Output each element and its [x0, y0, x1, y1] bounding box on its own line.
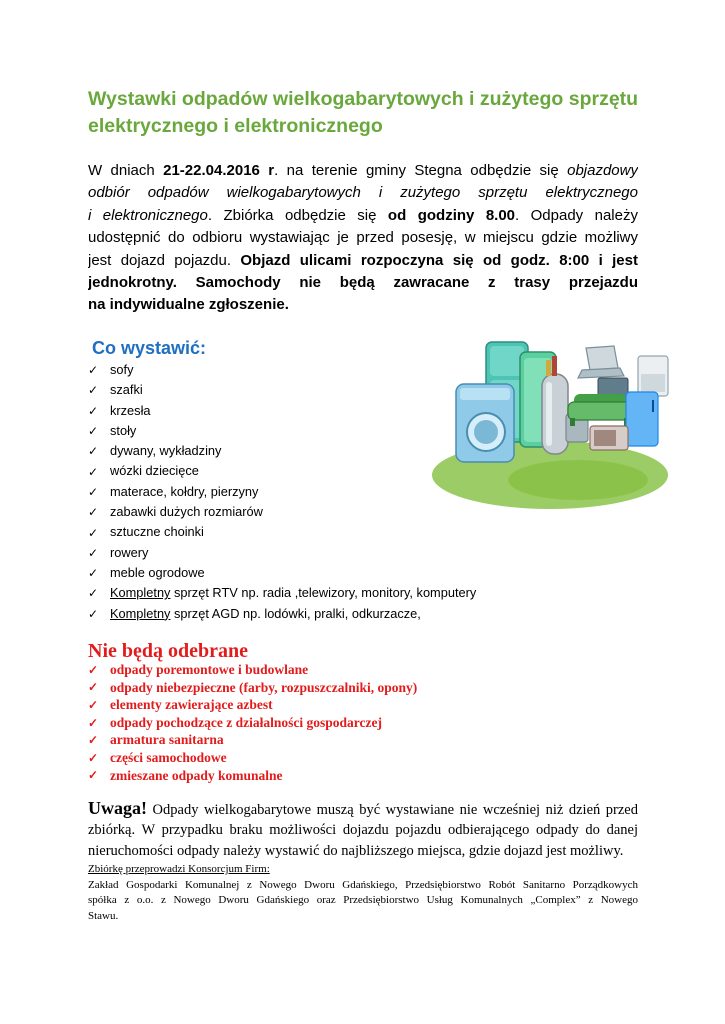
checkmark-icon: ✓	[88, 750, 99, 765]
checkmark-icon: ✓	[88, 444, 99, 459]
list-item: ✓ części samochodowe	[88, 749, 227, 765]
list-item-rtv: ✓ Kompletny sprzęt RTV np. radia ,telewizory, monitory, komputery	[88, 585, 477, 601]
checkmark-icon: ✓	[88, 715, 99, 730]
list-item: ✓ krzesła	[88, 402, 151, 418]
intro-line: odbiór odpadów wielkogabarytowych i zużytego sprzętu elektrycznego	[88, 184, 638, 202]
checkmark-icon: ✓	[88, 768, 99, 783]
intro-paragraph	[88, 160, 638, 317]
checkmark-icon: ✓	[88, 566, 99, 581]
list-item-agd: ✓ Kompletny sprzęt AGD np. lodówki, pralki, odkurzacze,	[88, 605, 421, 621]
warning-line: Uwaga! Odpady wielkogabarytowe muszą być wystawiane nie wcześniej niż dzień przed	[88, 798, 638, 818]
checkmark-icon: ✓	[88, 363, 99, 378]
checkmark-icon: ✓	[88, 606, 99, 621]
appliances-illustration	[428, 330, 678, 512]
footer-line: Stawu.	[88, 909, 119, 922]
list-item: ✓ zmieszane odpady komunalne	[88, 767, 283, 783]
footer-note	[88, 862, 638, 924]
checkmark-icon: ✓	[88, 424, 99, 439]
warning-paragraph	[88, 798, 638, 861]
list-item: ✓ odpady pochodzące z działalności gospodarczej	[88, 714, 383, 730]
intro-line: jednokrotny. Samochody nie będą zawracane z trasy przejazdu	[88, 274, 638, 292]
checkmark-icon: ✓	[88, 403, 99, 418]
checkmark-icon: ✓	[88, 733, 99, 748]
intro-line: na indywidualne zgłoszenie.	[88, 296, 289, 314]
intro-line: i elektronicznego. Zbiórka odbędzie się od godziny 8.00. Odpady należy	[88, 206, 638, 224]
list-item: ✓ elementy zawierające azbest	[88, 697, 273, 713]
checkmark-icon: ✓	[88, 545, 99, 560]
section-heading-nie-beda-odebrane: Nie będą odebrane	[88, 640, 248, 662]
list-item: ✓ rowery	[88, 544, 149, 560]
intro-line: W dniach 21-22.04.2016 r. na terenie gminy Stegna odbędzie się objazdowy	[88, 162, 638, 179]
rejected-items-list	[88, 661, 568, 784]
warning-line: nieruchomości odpady należy wystawić do najbliższego miejsca, gdzie dojazd jest możliwy.	[88, 842, 624, 859]
checkmark-icon: ✓	[88, 680, 99, 695]
list-item: ✓ armatura sanitarna	[88, 732, 224, 748]
list-item: ✓ odpady niebezpieczne (farby, rozpuszczalniki, opony)	[88, 679, 418, 695]
section-heading-co-wystawic: Co wystawić:	[92, 338, 207, 358]
checkmark-icon: ✓	[88, 662, 99, 677]
page-title	[88, 86, 648, 140]
warning-line: zbiórką. W przypadku braku możliwości dojazdu pojazdu odbierającego odpady do danej	[88, 822, 638, 839]
checkmark-icon: ✓	[88, 525, 99, 540]
intro-line: jest dojazd pojazdu. Objazd ulicami rozpoczyna się od godz. 8:00 i jest	[88, 251, 638, 269]
warning-heading: Uwaga!	[88, 798, 147, 818]
list-item: ✓ sztuczne choinki	[88, 524, 204, 540]
list-item: ✓ sofy	[88, 362, 134, 378]
checkmark-icon: ✓	[88, 697, 99, 712]
intro-line: udostępnić do odbioru wystawiając je przed posesję, w miejscu gdzie możliwy	[88, 229, 638, 247]
list-item: ✓ odpady poremontowe i budowlane	[88, 662, 309, 677]
collection-date: 21-22.04.2016 r	[163, 162, 275, 179]
checkmark-icon: ✓	[88, 383, 99, 398]
list-item: ✓ szafki	[88, 382, 143, 398]
list-item: ✓ zabawki dużych rozmiarów	[88, 504, 263, 520]
title-line-2: elektrycznego i elektronicznego	[88, 115, 383, 137]
checkmark-icon: ✓	[88, 464, 99, 479]
list-item: ✓ stoły	[88, 422, 137, 439]
footer-line: spółka z o.o. z Nowego Dworu Gdańskiego oraz Przedsiębiorstwo Usług Komunalnych „Complex” z Nowego	[88, 894, 638, 906]
collection-time: od godziny 8.00	[387, 206, 516, 224]
list-item: ✓ wózki dziecięce	[88, 463, 199, 479]
footer-heading: Zbiórkę przeprowadzi Konsorcjum Firm:	[88, 863, 270, 875]
title-line-1: Wystawki odpadów wielkogabarytowych i zużytego sprzętu	[88, 88, 639, 110]
footer-line: Zakład Gospodarki Komunalnej z Nowego Dworu Gdańskiego, Przedsiębiorstwo Robót Sanitarno Porządkowych	[88, 878, 638, 891]
list-item: ✓ meble ogrodowe	[88, 564, 205, 581]
checkmark-icon: ✓	[88, 505, 99, 520]
list-item: ✓ materace, kołdry, pierzyny	[88, 483, 259, 499]
checkmark-icon: ✓	[88, 586, 99, 601]
checkmark-icon: ✓	[88, 484, 99, 499]
list-item: ✓ dywany, wykładziny	[88, 443, 222, 459]
